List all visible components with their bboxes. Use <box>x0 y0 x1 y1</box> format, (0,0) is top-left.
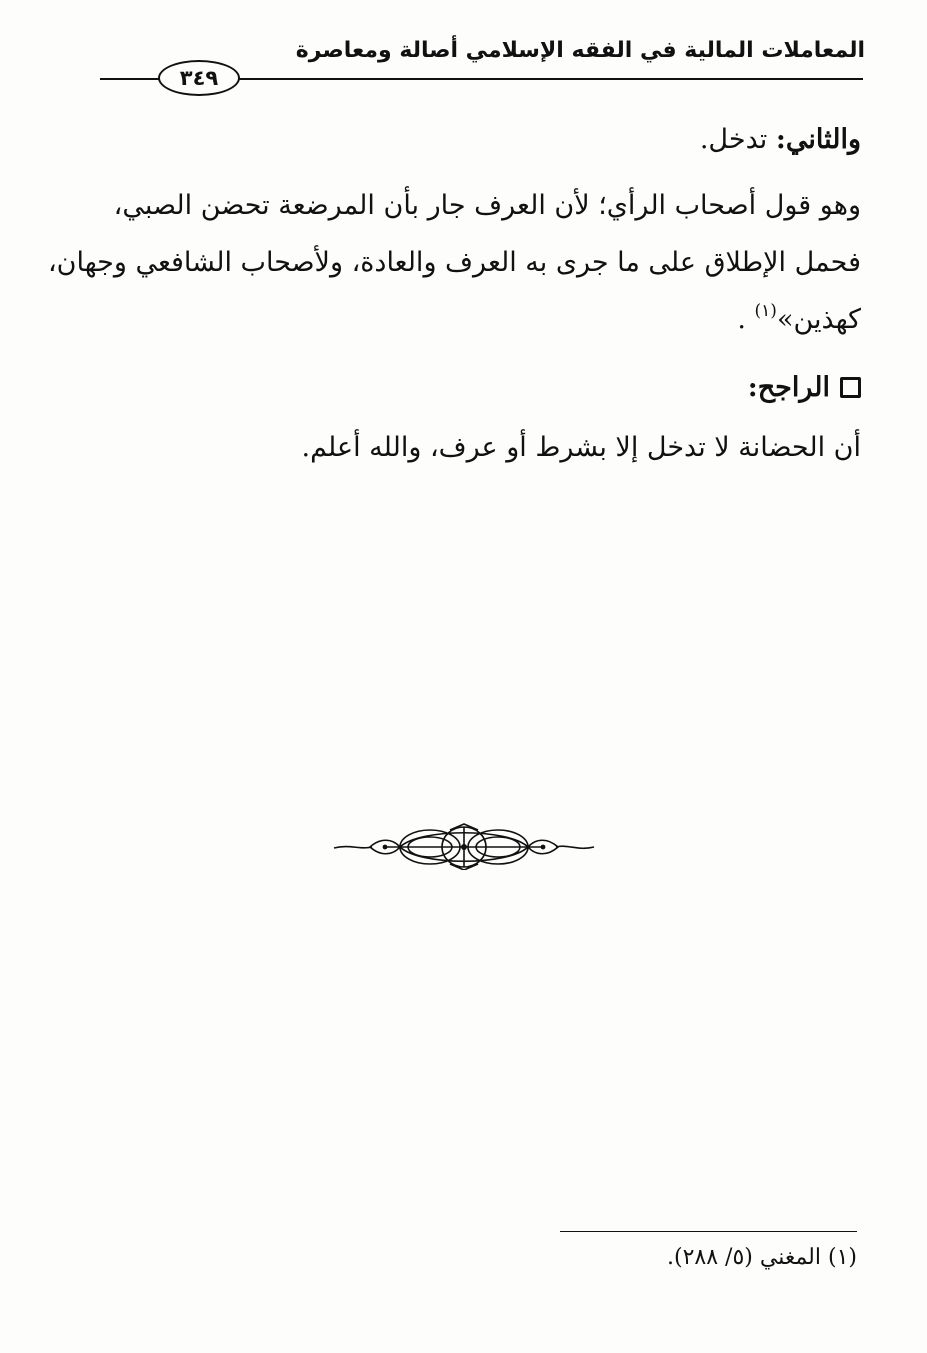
sentence-end: . <box>737 304 746 335</box>
body-line-2: وهو قول أصحاب الرأي؛ لأن العرف جار بأن المرضعة تحضن الصبي، <box>113 190 861 221</box>
preferred-opinion-text: أن الحضانة لا تدخل إلا بشرط أو عرف، والله أعلم. <box>301 432 861 463</box>
running-header-title: المعاملات المالية في الفقه الإسلامي أصالة ومعاصرة <box>295 38 865 63</box>
preferred-opinion-label: الراجح: <box>747 372 830 403</box>
body-line-1 <box>700 124 861 155</box>
page-number: ٣٤٩ <box>179 65 219 90</box>
footnote-ref: (١) <box>754 301 777 321</box>
quote-end-text: كهذين» <box>776 304 861 335</box>
footnote-1: (١) المغني (٥/ ٢٨٨). <box>667 1245 857 1270</box>
second-opinion-text: تدخل. <box>699 124 768 155</box>
page-number-badge <box>158 60 240 96</box>
footnote-separator <box>560 1231 857 1232</box>
body-line-3: فحمل الإطلاق على ما جرى به العرف والعادة، ولأصحاب الشافعي وجهان، <box>47 247 861 278</box>
second-opinion-label: والثاني: <box>775 124 861 155</box>
preferred-opinion-heading <box>748 372 861 403</box>
section-end-ornament-icon <box>330 820 598 870</box>
square-bullet-icon <box>840 377 861 398</box>
body-line-4 <box>737 301 861 335</box>
